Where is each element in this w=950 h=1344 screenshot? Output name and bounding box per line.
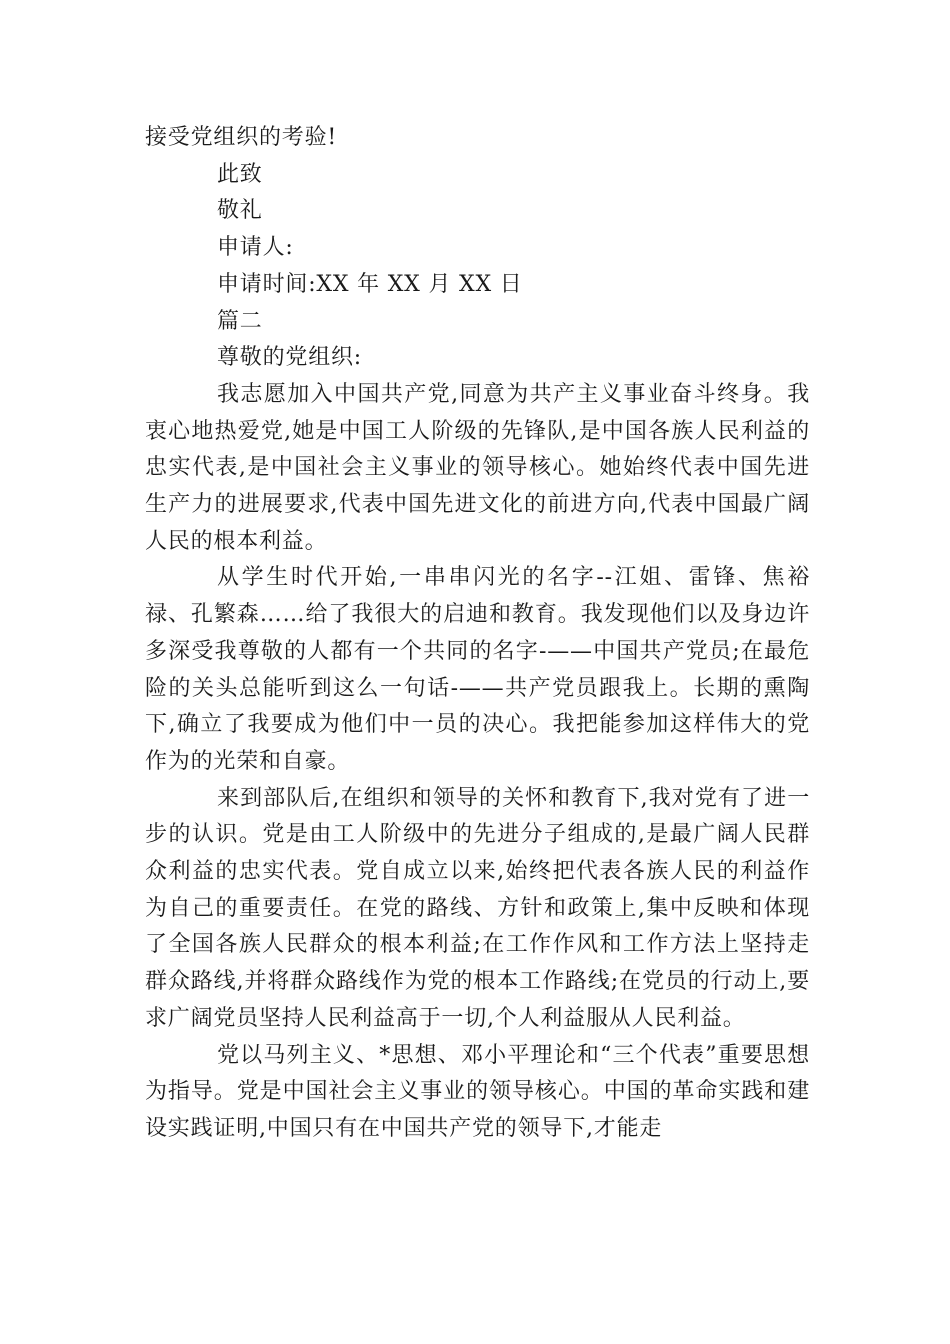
paragraph-4: 党以马列主义、*思想、邓小平理论和“三个代表”重要思想为指导。党是中国社会主义事业的领导核心。中国的革命实践和建设实践证明,中国只有在中国共产党的领导下,才能走 (145, 1042, 810, 1141)
closing-regards: 敬礼 (217, 198, 263, 224)
paragraph-1: 我志愿加入中国共产党,同意为共产主义事业奋斗终身。我衷心地热爱党,她是中国工人阶级的先锋队,是中国各族人民利益的忠实代表,是中国社会主义事业的领导核心。她始终代表中国先进生产力的进展要求,代表中国先进文化的前进方向,代表中国最广阔人民的根本利益。 (145, 381, 810, 554)
closing-salutation: 此致 (217, 161, 263, 187)
applicant-label: 申请人: (217, 235, 294, 261)
document-body (145, 120, 810, 1148)
paragraph-3: 来到部队后,在组织和领导的关怀和教育下,我对党有了进一步的认识。党是由工人阶级中的先进分子组成的,是最广阔人民群众利益的忠实代表。党自成立以来,始终把代表各族人民的利益作为自己的重要责任。在党的路线、方针和政策上,集中反映和体现了全国各族人民群众的根本利益;在工作作风和工作方法上坚持走群众路线,并将群众路线作为党的根本工作路线;在党员的行动上,要求广阔党员坚持人民利益高于一切,个人利益服从人民利益。 (145, 785, 810, 1031)
paragraph-2: 从学生时代开始,一串串闪光的名字--江姐、雷锋、焦裕禄、孔繁森……给了我很大的启迪和教育。我发现他们以及身边许多深受我尊敬的人都有一个共同的名字-——中国共产党员;在最危险的关头总能听到这么一句话-——共产党员跟我上。长期的熏陶下,确立了我要成为他们中一员的决心。我把能参加这样伟大的党作为的光荣和自豪。 (145, 565, 810, 774)
salutation: 尊敬的党组织: (217, 345, 363, 371)
text-line-continuation: 接受党组织的考验! (145, 125, 338, 150)
application-date: 申请时间:XX 年 XX 月 XX 日 (217, 271, 523, 297)
section-heading: 篇二 (217, 308, 263, 334)
